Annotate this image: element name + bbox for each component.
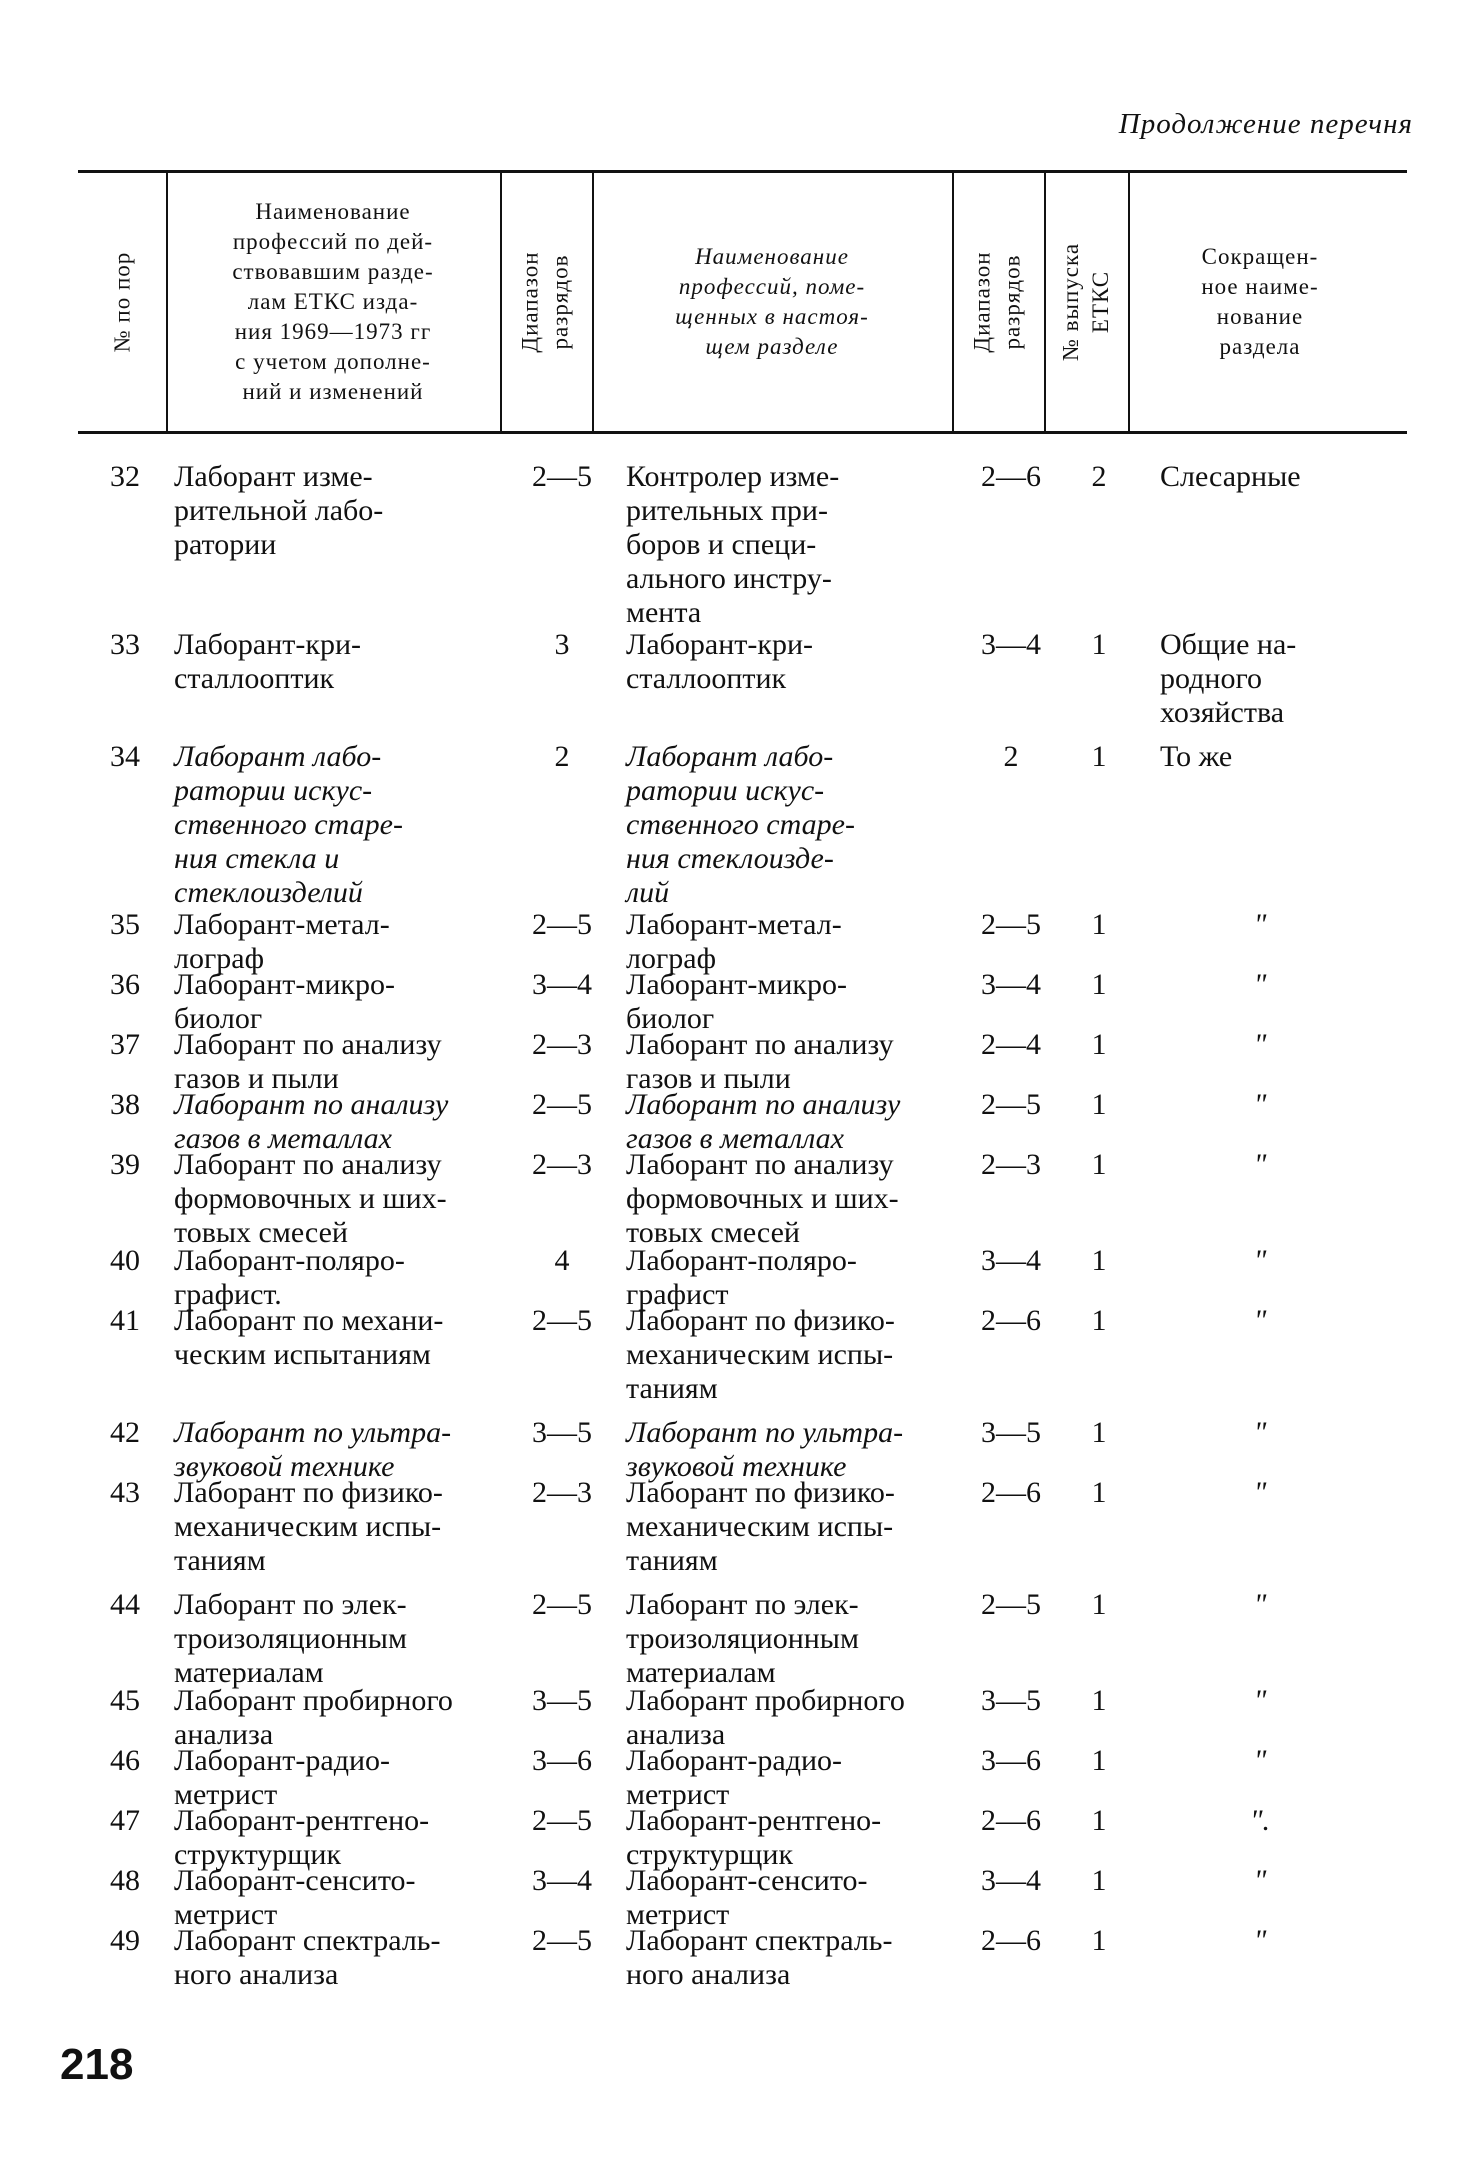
table-row <box>0 1588 1477 1689</box>
etks-issue: 1 <box>1091 1148 1107 1181</box>
old-profession-name: Лаборант по механи- ческим испытаниям <box>174 1304 444 1371</box>
new-profession-name: Лаборант по элек- троизоляционным материалам <box>626 1588 859 1689</box>
header-range-2-label: Диапазон разрядов <box>970 251 1025 353</box>
table-row <box>0 628 1477 740</box>
old-grade-range: 2—5 <box>532 1304 592 1337</box>
new-profession-name: Лаборант по анализу газов в металлах <box>626 1088 901 1155</box>
table-row <box>0 1148 1477 1249</box>
etks-issue: 1 <box>1091 1924 1107 1957</box>
etks-issue: 1 <box>1091 1028 1107 1061</box>
table-row <box>0 1304 1477 1416</box>
table-row <box>0 1684 1477 1751</box>
header-section-label: Сокращен- ное наиме- нование раздела <box>1201 244 1319 359</box>
etks-issue: 1 <box>1091 1684 1107 1717</box>
section-name: " <box>1253 1088 1267 1121</box>
etks-issue: 2 <box>1091 460 1107 493</box>
etks-issue: 1 <box>1091 1476 1107 1509</box>
new-profession-name: Лаборант по ультра- звуковой технике <box>626 1416 904 1483</box>
new-grade-range: 3—4 <box>981 1864 1041 1897</box>
old-profession-name: Лаборант спектраль- ного анализа <box>174 1924 441 1991</box>
section-name: " <box>1253 1244 1267 1277</box>
new-profession-name: Лаборант лабо- ратории искус- ственного старе- ния стеклоизде- лий <box>626 740 855 909</box>
row-number: 39 <box>110 1148 140 1181</box>
section-name: Общие на- родного хозяйства <box>1160 628 1297 729</box>
section-name: " <box>1253 1148 1267 1181</box>
etks-issue: 1 <box>1091 628 1107 661</box>
new-profession-name: Лаборант-радио- метрист <box>626 1744 843 1811</box>
header-num <box>78 173 166 431</box>
new-grade-range: 2—4 <box>981 1028 1041 1061</box>
row-number: 44 <box>110 1588 140 1621</box>
header-section <box>1130 173 1390 431</box>
old-grade-range: 2—3 <box>532 1028 592 1061</box>
continuation-title: Продолжение перечня <box>1118 108 1413 140</box>
old-grade-range: 4 <box>554 1244 570 1277</box>
row-number: 41 <box>110 1304 140 1337</box>
old-profession-name: Лаборант лабо- ратории искус- ственного старе- ния стекла и стеклоизделий <box>174 740 403 909</box>
section-name: " <box>1253 1684 1267 1717</box>
old-profession-name: Лаборант-микро- биолог <box>174 968 396 1035</box>
new-profession-name: Лаборант-метал- лограф <box>626 908 842 975</box>
table-row <box>0 1476 1477 1588</box>
row-number: 45 <box>110 1684 140 1717</box>
new-grade-range: 2—6 <box>981 1804 1041 1837</box>
new-profession-name: Лаборант-рентгено- структурщик <box>626 1804 882 1871</box>
header-num-label: № по пор <box>109 251 134 353</box>
section-name: " <box>1253 1924 1267 1957</box>
old-profession-name: Лаборант по физико- механическим испы- таниям <box>174 1476 443 1577</box>
new-grade-range: 2—3 <box>981 1148 1041 1181</box>
table-row <box>0 968 1477 1035</box>
old-grade-range: 3—6 <box>532 1744 592 1777</box>
row-number: 42 <box>110 1416 140 1449</box>
page-number: 218 <box>60 2040 134 2089</box>
row-number: 47 <box>110 1804 140 1837</box>
new-grade-range: 3—4 <box>981 968 1041 1001</box>
old-grade-range: 2—3 <box>532 1148 592 1181</box>
row-number: 36 <box>110 968 140 1001</box>
section-name: " <box>1253 1744 1267 1777</box>
old-grade-range: 3 <box>554 628 570 661</box>
old-grade-range: 3—4 <box>532 968 592 1001</box>
etks-issue: 1 <box>1091 740 1107 773</box>
old-profession-name: Лаборант-метал- лограф <box>174 908 390 975</box>
old-grade-range: 2—5 <box>532 908 592 941</box>
table-row <box>0 1416 1477 1483</box>
new-profession-name: Лаборант по анализу формовочных и ших- товых смесей <box>626 1148 899 1249</box>
new-grade-range: 3—5 <box>981 1684 1041 1717</box>
row-number: 48 <box>110 1864 140 1897</box>
etks-issue: 1 <box>1091 1804 1107 1837</box>
table-row <box>0 1804 1477 1871</box>
old-grade-range: 3—5 <box>532 1684 592 1717</box>
row-number: 33 <box>110 628 140 661</box>
table-row <box>0 1088 1477 1155</box>
row-number: 34 <box>110 740 140 773</box>
old-grade-range: 3—4 <box>532 1864 592 1897</box>
row-number: 38 <box>110 1088 140 1121</box>
etks-issue: 1 <box>1091 1416 1107 1449</box>
header-issue-label: № выпуска ЕТКС <box>1058 242 1113 362</box>
new-grade-range: 2—5 <box>981 1088 1041 1121</box>
old-profession-name: Лаборант изме- рительной лабо- ратории <box>174 460 384 561</box>
table-row <box>0 1244 1477 1311</box>
section-name: ". <box>1249 1804 1271 1837</box>
row-number: 46 <box>110 1744 140 1777</box>
header-issue <box>1046 173 1126 431</box>
old-grade-range: 2—5 <box>532 1088 592 1121</box>
old-profession-name: Лаборант-рентгено- структурщик <box>174 1804 430 1871</box>
header-range-2 <box>954 173 1042 431</box>
row-number: 35 <box>110 908 140 941</box>
row-number: 43 <box>110 1476 140 1509</box>
etks-issue: 1 <box>1091 1588 1107 1621</box>
new-grade-range: 2—6 <box>981 460 1041 493</box>
table-row <box>0 1028 1477 1095</box>
row-number: 32 <box>110 460 140 493</box>
row-number: 37 <box>110 1028 140 1061</box>
table-row <box>0 1744 1477 1811</box>
new-profession-name: Лаборант-сенсито- метрист <box>626 1864 868 1931</box>
etks-issue: 1 <box>1091 968 1107 1001</box>
old-profession-name: Лаборант по элек- троизоляционным материалам <box>174 1588 407 1689</box>
old-profession-name: Лаборант по анализу формовочных и ших- товых смесей <box>174 1148 447 1249</box>
new-grade-range: 2—5 <box>981 908 1041 941</box>
table-header <box>78 170 1407 434</box>
table-row <box>0 1864 1477 1931</box>
new-profession-name: Лаборант-микро- биолог <box>626 968 848 1035</box>
header-range-1 <box>502 173 590 431</box>
old-grade-range: 2—3 <box>532 1476 592 1509</box>
new-profession-name: Лаборант по анализу газов и пыли <box>626 1028 894 1095</box>
section-name: " <box>1253 1588 1267 1621</box>
new-profession-name: Лаборант-кри- сталлооптик <box>626 628 814 695</box>
section-name: " <box>1253 1864 1267 1897</box>
new-grade-range: 3—5 <box>981 1416 1041 1449</box>
old-profession-name: Лаборант по анализу газов в металлах <box>174 1088 449 1155</box>
new-profession-name: Лаборант спектраль- ного анализа <box>626 1924 893 1991</box>
section-name: " <box>1253 968 1267 1001</box>
old-profession-name: Лаборант-кри- сталлооптик <box>174 628 362 695</box>
new-profession-name: Лаборант-поляро- графист <box>626 1244 857 1311</box>
section-name: " <box>1253 1028 1267 1061</box>
etks-issue: 1 <box>1091 1864 1107 1897</box>
old-grade-range: 2—5 <box>532 460 592 493</box>
section-name: " <box>1253 1416 1267 1449</box>
new-grade-range: 2—6 <box>981 1476 1041 1509</box>
old-profession-name: Лаборант по ультра- звуковой технике <box>174 1416 452 1483</box>
etks-issue: 1 <box>1091 1244 1107 1277</box>
row-number: 49 <box>110 1924 140 1957</box>
new-grade-range: 3—4 <box>981 628 1041 661</box>
new-grade-range: 2—6 <box>981 1304 1041 1337</box>
new-grade-range: 2 <box>1003 740 1019 773</box>
new-profession-name: Контролер изме- рительных при- боров и специ- ального инстру- мента <box>626 460 840 629</box>
old-grade-range: 2—5 <box>532 1588 592 1621</box>
old-grade-range: 2—5 <box>532 1924 592 1957</box>
old-grade-range: 2—5 <box>532 1804 592 1837</box>
old-grade-range: 3—5 <box>532 1416 592 1449</box>
section-name: " <box>1253 1304 1267 1337</box>
etks-issue: 1 <box>1091 908 1107 941</box>
section-name: " <box>1253 908 1267 941</box>
new-grade-range: 2—6 <box>981 1924 1041 1957</box>
header-new-name: Наименование профессий, поме- щенных в настоя- щем разделе <box>675 244 869 359</box>
table-row <box>0 460 1477 628</box>
table-row <box>0 740 1477 908</box>
old-grade-range: 2 <box>554 740 570 773</box>
old-profession-name: Лаборант-радио- метрист <box>174 1744 391 1811</box>
section-name: То же <box>1160 740 1233 773</box>
new-grade-range: 3—6 <box>981 1744 1041 1777</box>
new-grade-range: 3—4 <box>981 1244 1041 1277</box>
old-profession-name: Лаборант-сенсито- метрист <box>174 1864 416 1931</box>
etks-issue: 1 <box>1091 1744 1107 1777</box>
new-profession-name: Лаборант по физико- механическим испы- таниям <box>626 1476 895 1577</box>
etks-issue: 1 <box>1091 1088 1107 1121</box>
old-profession-name: Лаборант по анализу газов и пыли <box>174 1028 442 1095</box>
new-grade-range: 2—5 <box>981 1588 1041 1621</box>
old-profession-name: Лаборант-поляро- графист. <box>174 1244 405 1311</box>
header-range-1-label: Диапазон разрядов <box>518 251 573 353</box>
row-number: 40 <box>110 1244 140 1277</box>
new-profession-name: Лаборант по физико- механическим испы- таниям <box>626 1304 895 1405</box>
header-old-name: Наименование профессий по дей- ствовавшим разде- лам ЕТКС изда- ния 1969—1973 гг с учетом дополне- ний и изменений <box>232 199 434 404</box>
table-row <box>0 1924 1477 1991</box>
table-row <box>0 908 1477 975</box>
etks-issue: 1 <box>1091 1304 1107 1337</box>
section-name: " <box>1253 1476 1267 1509</box>
section-name: Слесарные <box>1160 460 1301 493</box>
old-profession-name: Лаборант пробирного анализа <box>174 1684 453 1751</box>
new-profession-name: Лаборант пробирного анализа <box>626 1684 905 1751</box>
